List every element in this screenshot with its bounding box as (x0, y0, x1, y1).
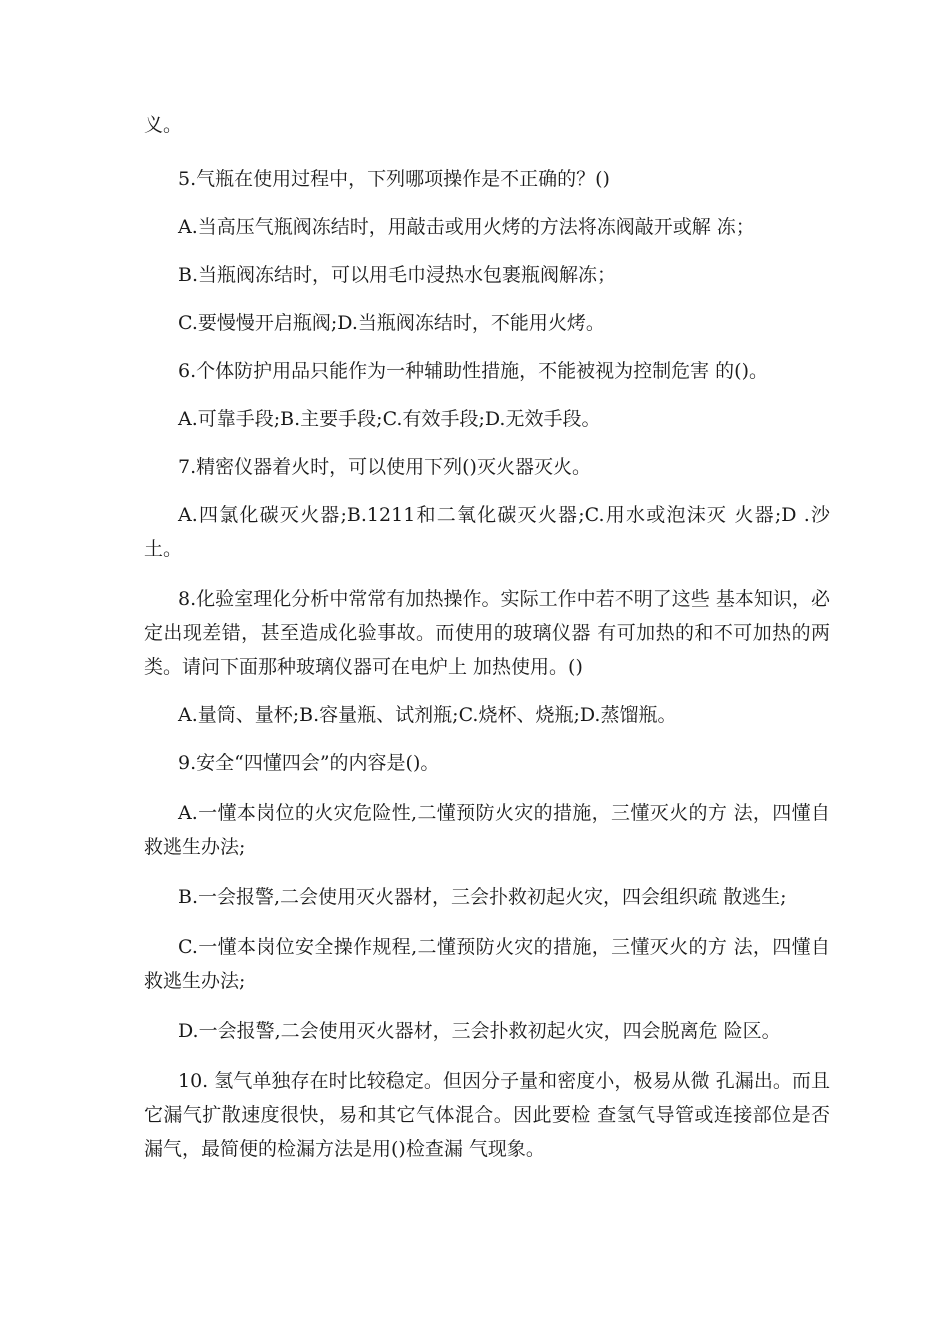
question-5-options-c-d: C.要慢慢开启瓶阀;D.当瓶阀冻结时，不能用火烤。 (178, 312, 605, 334)
question-9-option-b: B.一会报警,二会使用灭火器材，三会扑救初起火灾，四会组织疏 散逃生; (178, 886, 787, 908)
document-body (144, 108, 830, 1166)
question-7: 7.精密仪器着火时，可以使用下列()灭火器灭火。 (178, 456, 591, 478)
question-5-option-b: B.当瓶阀冻结时，可以用毛巾浸热水包裹瓶阀解冻； (178, 264, 617, 286)
paragraph-continuation: 义。 (144, 114, 183, 136)
question-9-option-d: D.一会报警,二会使用灭火器材，三会扑救初起火灾，四会脱离危 险区。 (178, 1020, 781, 1042)
question-9-option-c: C.一懂本岗位安全操作规程,二懂预防火灾的措施，三懂灭火的方 法，四懂自救逃生办法; (144, 936, 830, 992)
question-6-options: A.可靠手段;B.主要手段;C.有效手段;D.无效手段。 (178, 408, 601, 430)
question-8: 8.化验室理化分析中常常有加热操作。实际工作中若不明了这些 基本知识，必定出现差错，甚至造成化验事故。而使用的玻璃仪器 有可加热的和不可加热的两类。请问下面那种玻璃仪器可在电炉上 加热使用。() (144, 588, 830, 678)
question-10: 10. 氢气单独存在时比较稳定。但因分子量和密度小，极易从微 孔漏出。而且它漏气扩散速度很快，易和其它气体混合。因此要检 查氢气导管或连接部位是否漏气，最简便的检漏方法是用()检查漏 气现象。 (144, 1070, 830, 1160)
question-6: 6.个体防护用品只能作为一种辅助性措施，不能被视为控制危害 的()。 (178, 360, 768, 382)
question-5: 5.气瓶在使用过程中，下列哪项操作是不正确的？() (178, 168, 610, 190)
question-8-options: A.量筒、量杯;B.容量瓶、试剂瓶;C.烧杯、烧瓶;D.蒸馏瓶。 (178, 704, 677, 726)
question-5-option-a: A.当高压气瓶阀冻结时，用敲击或用火烤的方法将冻阀敲开或解 冻； (178, 216, 755, 238)
question-9: 9.安全“四懂四会”的内容是()。 (178, 752, 440, 774)
question-9-option-a: A.一懂本岗位的火灾危险性,二懂预防火灾的措施，三懂灭火的方 法，四懂自救逃生办法; (144, 802, 830, 858)
question-7-options: A.四氯化碳灭火器;B.1211和二氧化碳灭火器;C.用水或泡沫灭 火器;D .沙土。 (144, 504, 830, 560)
